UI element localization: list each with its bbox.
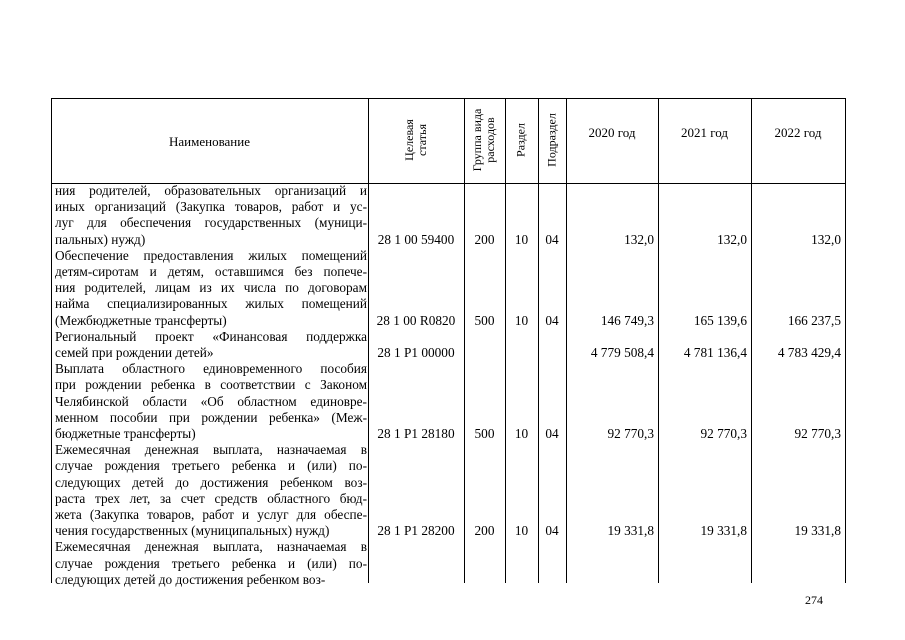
header-year-2021: 2021 год [681, 125, 728, 140]
header-year-2022: 2022 год [774, 125, 822, 140]
table-divider [751, 98, 752, 583]
row-name-line: пальных) нужд) [55, 231, 146, 247]
row-cell-y2021: 132,0 [717, 231, 747, 247]
row-cell-y2022: 132,0 [811, 231, 841, 247]
row-cell-y2022: 19 331,8 [794, 523, 841, 539]
row-cell-y2022: 92 770,3 [794, 426, 841, 441]
row-cell-y2021: 165 139,6 [693, 312, 747, 328]
row-name-line: Выплата областного единовременного пособия [55, 361, 367, 377]
table-divider [538, 98, 539, 583]
row-name-line: случае рождения третьего ребенка и (или) по- [55, 555, 367, 571]
row-cell-subsection: 04 [545, 523, 559, 539]
header-year-2020: 2020 год [588, 125, 636, 140]
table-border-right [845, 98, 846, 583]
row-cell-y2021: 19 331,8 [700, 523, 747, 539]
row-cell-section: 10 [514, 523, 529, 539]
row-name-line: Региональный проект «Финансовая поддержка [55, 328, 367, 344]
table-divider [464, 98, 465, 583]
row-cell-y2022: 166 237,5 [787, 312, 841, 328]
table-divider [368, 98, 369, 583]
row-name-line: менном пособии при рождении ребенка» (Меж- [55, 409, 367, 425]
row-cell-target: 28 1 P1 28180 [377, 426, 455, 441]
row-cell-y2020: 19 331,8 [607, 523, 654, 539]
row-cell-group: 500 [474, 312, 495, 328]
row-name-line: детям-сиротам и детям, оставшимся без попече- [55, 264, 367, 279]
row-name-line: при рождении ребенка в соответствии с Законом [55, 377, 367, 393]
row-cell-section: 10 [514, 312, 529, 328]
row-name-line: иных организаций (Закупка товаров, работ и ус- [55, 199, 367, 215]
row-name-line: следующих детей до достижения ребенком воз- [55, 474, 367, 490]
row-cell-y2020: 92 770,3 [607, 426, 654, 441]
header-subsection: Подраздел [544, 113, 559, 167]
row-name-line: Обеспечение предоставления жилых помещений [55, 247, 367, 263]
row-cell-y2021: 92 770,3 [700, 426, 747, 441]
row-cell-group: 200 [474, 523, 495, 539]
table-border-top [51, 98, 846, 99]
row-cell-y2020: 146 749,3 [600, 312, 654, 328]
page-number: 274 [805, 593, 823, 607]
header-target-article: Целевая статья [402, 119, 429, 161]
table-divider [566, 98, 567, 583]
row-cell-group: 500 [474, 426, 495, 441]
row-cell-target: 28 1 00 R0820 [376, 312, 456, 328]
row-cell-target: 28 1 00 59400 [377, 231, 455, 247]
row-cell-section: 10 [514, 426, 529, 441]
row-cell-y2022: 4 783 429,4 [777, 345, 841, 360]
row-cell-target: 28 1 P1 28200 [377, 523, 455, 539]
row-name-line: (Межбюджетные трансферты) [55, 312, 227, 328]
table-border-left [51, 98, 52, 583]
row-name-line: Ежемесячная денежная выплата, назначаемая в [55, 442, 367, 458]
row-name-line: ния родителей, образовательных организаций и [55, 183, 367, 198]
row-name-line: Челябинской области «Об областном единовре- [55, 393, 367, 409]
row-name-line: чения государственных (муниципальных) нужд) [55, 523, 330, 539]
row-name-line: случае рождения третьего ребенка и (или) по- [55, 458, 367, 474]
row-cell-y2020: 132,0 [624, 231, 654, 247]
row-name-line: жета (Закупка товаров, работ и услуг для обеспе- [55, 507, 367, 522]
row-cell-y2021: 4 781 136,4 [683, 345, 747, 360]
row-cell-target: 28 1 P1 00000 [377, 345, 455, 360]
row-name-line: луг для обеспечения государственных (муници- [55, 215, 367, 231]
row-name-line: ния родителей, лицам из их числа по договорам [55, 280, 367, 296]
row-cell-subsection: 04 [545, 312, 559, 328]
row-name-line: семей при рождении детей» [55, 345, 214, 360]
row-cell-section: 10 [514, 231, 529, 247]
row-cell-group: 200 [474, 231, 495, 247]
header-section: Раздел [513, 123, 528, 157]
row-name-line: найма специализированных жилых помещений [55, 296, 367, 312]
row-cell-y2020: 4 779 508,4 [590, 345, 654, 360]
row-cell-subsection: 04 [545, 231, 559, 247]
row-name-line: бюджетные трансферты) [55, 426, 196, 441]
table-divider [658, 98, 659, 583]
header-expense-group: Группа вида расходов [470, 108, 497, 172]
table-divider [505, 98, 506, 583]
row-name-line: Ежемесячная денежная выплата, назначаемая в [55, 539, 367, 555]
row-name-line: раста трех лет, за счет средств областного бюд- [55, 490, 367, 506]
row-name-line: следующих детей до достижения ребенком воз- [55, 571, 326, 587]
row-cell-subsection: 04 [545, 426, 559, 441]
header-name: Наименование [169, 134, 250, 149]
